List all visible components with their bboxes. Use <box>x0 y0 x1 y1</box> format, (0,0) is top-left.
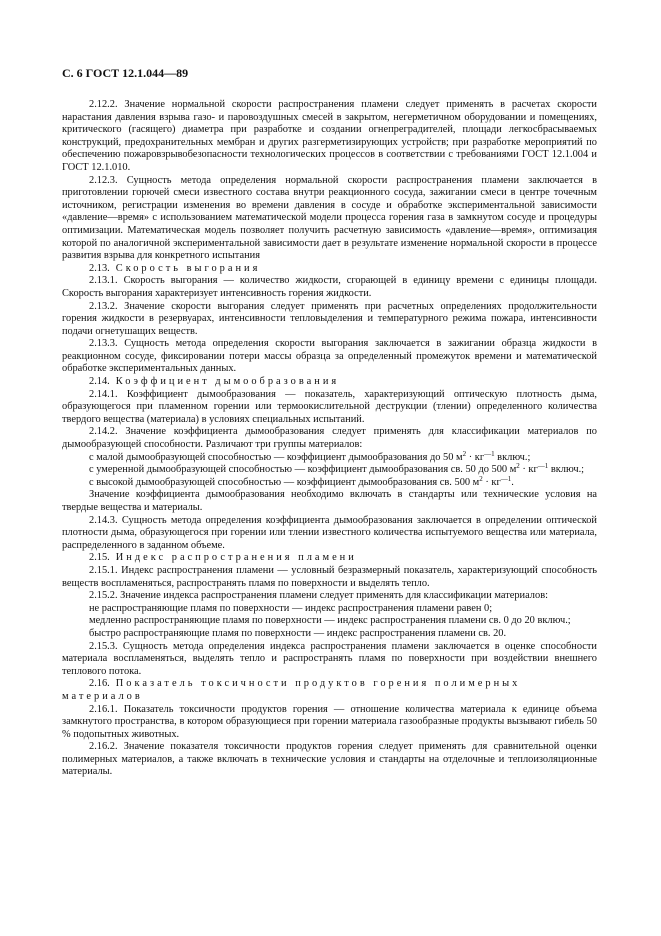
paragraph-2-14-1: 2.14.1. Коэффициент дымообразования — показатель, характеризующий оптическую плотность дыма, образующегося при пламенном горении или термоокислительной деструкции (тлении) определенного количества твердого вещества (материала) в условиях специальных испытаний. <box>62 388 597 425</box>
paragraph-2-15-3: 2.15.3. Сущность метода определения индекса распространения пламени заключается в оценке способности материала воспламеняться, выделять тепло и распространять пламя по поверхности при воздействии внешнего теплового потока. <box>62 640 597 677</box>
section-heading-2-14 <box>62 376 597 389</box>
flame-index-item-3: быстро распространяющие пламя по поверхности — индекс распространения пламени св. 20. <box>89 627 507 639</box>
section-number: 2.13. <box>89 262 110 274</box>
paragraph-2-13-2: 2.13.2. Значение скорости выгорания следует применять при расчетных определениях продолжительности горения жидкости в резервуарах, интенсивности тепловыделения и температурного режима пожара, интенсивности подачи огнетушащих веществ. <box>62 300 597 337</box>
paragraph-2-12-2: 2.12.2. Значение нормальной скорости распространения пламени следует применять в расчетах скорости нарастания давления взрыва газо- и паровоздушных смесей в закрытом, негерметичном оборудовании и помещениях, критического (гасящего) диаметра при разработке и создании огнепреградителей, площади легкосбрасываемых конструкций, предохранительных мембран и других разгерметизирующих устройств; при разработке мероприятий по обеспечению пожаровзрывобезопасности технологических процессов в соответствии с требованиями ГОСТ 12.1.004 и ГОСТ 12.1.010. <box>62 99 597 173</box>
paragraph-2-14-note: Значение коэффициента дымообразования необходимо включать в стандарты или технические условия на твердые вещества и материалы. <box>62 489 597 513</box>
flame-index-item-2: медленно распространяющие пламя по поверхности — индекс распространения пламени св. 0 до 20 включ.; <box>89 615 571 627</box>
group-high-smoke: с высокой дымообразующей способностью — коэффициент дымообразования св. 500 $м^2 \cdot кг^{—1}$. <box>89 474 514 488</box>
section-title: Скорость выгорания <box>115 262 261 274</box>
section-heading-2-15 <box>62 552 597 565</box>
paragraph-2-16-2: 2.16.2. Значение показателя токсичности продуктов горения следует применять для сравнительной оценки полимерных материалов, а также включать в технические условия и стандарты на отделочные и теплоизоляционные материалы. <box>62 741 597 778</box>
paragraph-2-14-2: 2.14.2. Значение коэффициента дымообразования следует применять для классификации материалов по дымообразующей способности. Различают три группы материалов: <box>62 426 597 451</box>
section-title: Показатель токсичности продуктов горения полимерных материалов <box>62 678 521 702</box>
page-header: С. 6 ГОСТ 12.1.044—89 <box>62 66 189 80</box>
section-heading-2-13 <box>62 263 597 276</box>
paragraph-2-14-3: 2.14.3. Сущность метода определения коэффициента дымообразования заключается в определении оптической плотности дыма, образующегося при горении или тлении известного количества испытуемого вещества или материала, распределенного в заданном объеме. <box>62 514 597 551</box>
paragraph-2-13-3: 2.13.3. Сущность метода определения скорости выгорания заключается в зажигании образца жидкости в реакционном сосуде, фиксировании потери массы образца за определенный промежуток времени и математической обработке экспериментальных данных. <box>62 338 597 375</box>
paragraph-2-13-1: 2.13.1. Скорость выгорания — количество жидкости, сгорающей в единицу времени с единицы площади. Скорость выгорания характеризует интенсивность горения жидкости. <box>62 275 597 299</box>
section-heading-2-16 <box>62 678 597 703</box>
paragraph-2-16-1: 2.16.1. Показатель токсичности продуктов горения — отношение количества материала к единице объема замкнутого пространства, в котором образующиеся при горении материала газообразные продукты вызывают гибель 50 % подопытных животных. <box>62 703 597 740</box>
group-low-smoke: с малой дымообразующей способностью — коэффициент дымообразования до 50 $м^2 \cdot кг^{—1}$ включ.; <box>89 449 531 463</box>
section-title: Индекс распространения пламени <box>115 552 357 564</box>
paragraph-2-12-3: 2.12.3. Сущность метода определения нормальной скорости распространения пламени заключается в приготовлении горючей смеси известного состава внутри реакционного сосуда, зажигании смеси в центре точечным источником, регистрации изменения во времени давления в сосуде и обработке экспериментальной зависимости «давление—время» с использованием математической модели процесса горения газа в замкнутом сосуде и процедуры оптимизации. Математическая модель позволяет получить расчетную зависимость «давление—время», оптимизация которой по аналогичной экспериментальной зависимости дает в результате изменение нормальной скорости в процессе развития взрыва для конкретного испытания <box>62 174 597 262</box>
flame-index-item-1: не распространяющие пламя по поверхности — индекс распространения пламени равен 0; <box>89 602 493 614</box>
section-title: Коэффициент дымообразования <box>115 376 340 388</box>
group-moderate-smoke: с умеренной дымообразующей способностью — коэффициент дымообразования св. 50 до 500 $м^2 \cdot кг^{—1}$ включ.; <box>89 462 585 476</box>
section-number: 2.15. <box>89 552 110 564</box>
section-number: 2.14. <box>89 376 110 388</box>
section-number: 2.16. <box>89 678 110 690</box>
paragraph-2-15-2: 2.15.2. Значение индекса распространения пламени следует применять для классификации материалов: <box>89 590 548 602</box>
paragraph-2-15-1: 2.15.1. Индекс распространения пламени — условный безразмерный показатель, характеризующий способность веществ воспламеняться, распространять пламя по поверхности и выделять тепло. <box>62 564 597 589</box>
